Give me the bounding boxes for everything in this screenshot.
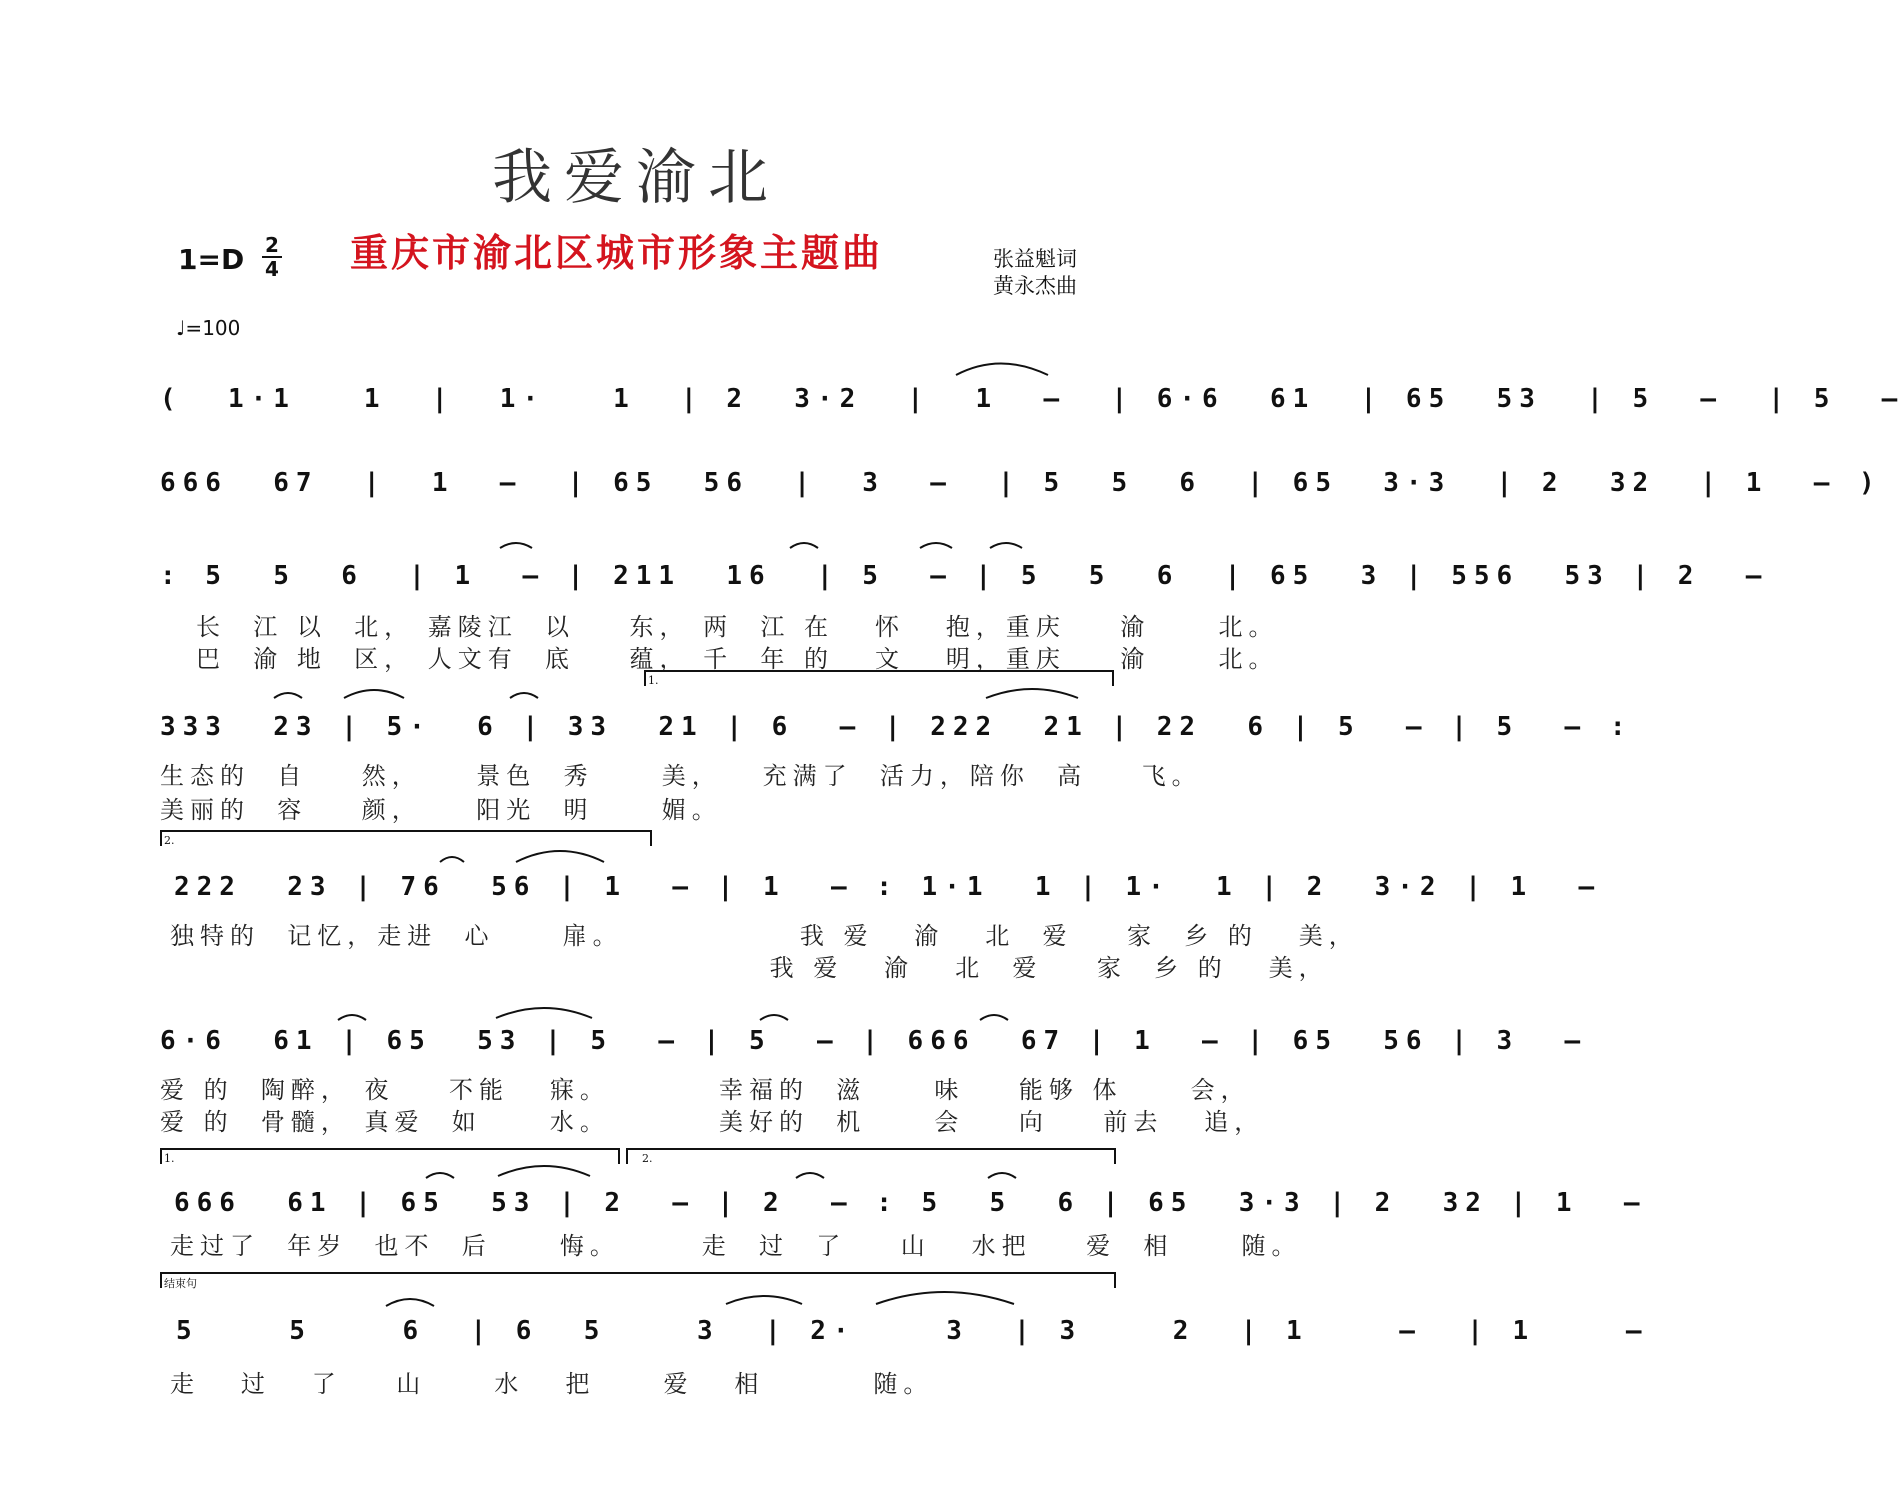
system-notes: 333 23 | 5· 6 | 33 21 | 6 – | 222 21 | 22 6 | 5 – | 5 – : — [160, 712, 1633, 742]
time-bottom: 4 — [265, 257, 279, 281]
lyricist: 张益魁词 — [993, 247, 1077, 271]
volta-label: 结束句 — [164, 1277, 197, 1290]
tie — [516, 851, 604, 862]
system-notes: 6·6 61 | 65 53 | 5 – | 5 – | 666 67 | 1 – | 65 56 | 3 – — [160, 1026, 1588, 1056]
system-notes: : 5 5 6 | 1 – | 211 16 | 5 – | 5 5 6 | 65 3 | 556 53 | 2 – — [160, 561, 1769, 591]
system-notes: 666 61 | 65 53 | 2 – | 2 – : 5 5 6 | 65 3·3 | 2 32 | 1 – — [174, 1188, 1647, 1218]
lyric-line: 走过了 年岁 也不 后 悔。 走 过 了 山 水把 爱 相 随。 — [170, 1232, 1302, 1260]
time-top: 2 — [262, 234, 282, 258]
tie — [760, 1015, 788, 1020]
tie — [440, 857, 464, 862]
lyric-line: 爱 的 陶醉， 夜 不能 寐。 幸福的 滋 味 能够 体 会， — [160, 1076, 1251, 1104]
lyric-line: 生态的 自 然， 景色 秀 美， 充满了 活力，陪你 高 飞。 — [160, 762, 1202, 790]
system-notes: ( 1·1 1 | 1· 1 | 2 3·2 | 1 – | 6·6 61 | 65 53 | 5 – | 5 – — [160, 384, 1904, 414]
volta-label: 1. — [164, 1152, 175, 1165]
lyric-line: 巴 渝 地 区， 人文有 底 蕴， 千 年 的 文 明，重庆 渝 北。 — [196, 645, 1279, 673]
tie — [386, 1299, 434, 1306]
lyric-line: 独特的 记忆，走进 心 扉。 我 爱 渝 北 爱 家 乡 的 美， — [170, 922, 1359, 950]
tie — [496, 1008, 592, 1018]
tie — [790, 543, 818, 548]
song-title: 我爱渝北 — [492, 143, 780, 213]
tie — [986, 689, 1078, 698]
tie — [920, 543, 952, 548]
composer: 黄永杰曲 — [993, 274, 1077, 298]
volta-label: 1. — [648, 674, 659, 687]
tie — [274, 693, 302, 698]
tempo-marking: ♩=100 — [176, 316, 241, 340]
tie — [498, 1166, 590, 1176]
tie — [338, 1015, 366, 1020]
volta-label: 2. — [164, 834, 175, 847]
lyric-line: 爱 的 骨髓， 真爱 如 水。 美好的 机 会 向 前去 追， — [160, 1108, 1265, 1136]
key-signature: 1=D — [178, 243, 245, 276]
volta-label: 2. — [642, 1152, 653, 1165]
tie — [510, 693, 538, 698]
lyric-line: 走 过 了 山 水 把 爱 相 随。 — [170, 1370, 934, 1398]
subtitle: 重庆市渝北区城市形象主题曲 — [350, 230, 884, 275]
tie — [990, 543, 1022, 548]
tie — [876, 1292, 1014, 1304]
system-notes: 666 67 | 1 – | 65 56 | 3 – | 5 5 6 | 65 3·3 | 2 32 | 1 – ) — [160, 468, 1882, 498]
lyric-line: 长 江 以 北， 嘉陵江 以 东， 两 江 在 怀 抱，重庆 渝 北。 — [196, 613, 1279, 641]
tie — [796, 1173, 824, 1178]
tie — [956, 364, 1048, 376]
tie — [988, 1173, 1016, 1178]
system-notes: 5 5 6 | 6 5 3 | 2· 3 | 3 2 | 1 – | 1 – — [176, 1316, 1649, 1346]
tie — [726, 1296, 802, 1304]
tie — [500, 543, 532, 548]
tie — [980, 1015, 1008, 1020]
tie — [344, 690, 404, 698]
tie — [426, 1173, 454, 1178]
system-notes: 222 23 | 76 56 | 1 – | 1 – : 1·1 1 | 1· 1 | 2 3·2 | 1 – — [174, 872, 1602, 902]
lyric-line: 我 爱 渝 北 爱 家 乡 的 美， — [170, 954, 1329, 982]
lyric-line: 美丽的 容 颜， 阳光 明 媚。 — [160, 796, 722, 824]
